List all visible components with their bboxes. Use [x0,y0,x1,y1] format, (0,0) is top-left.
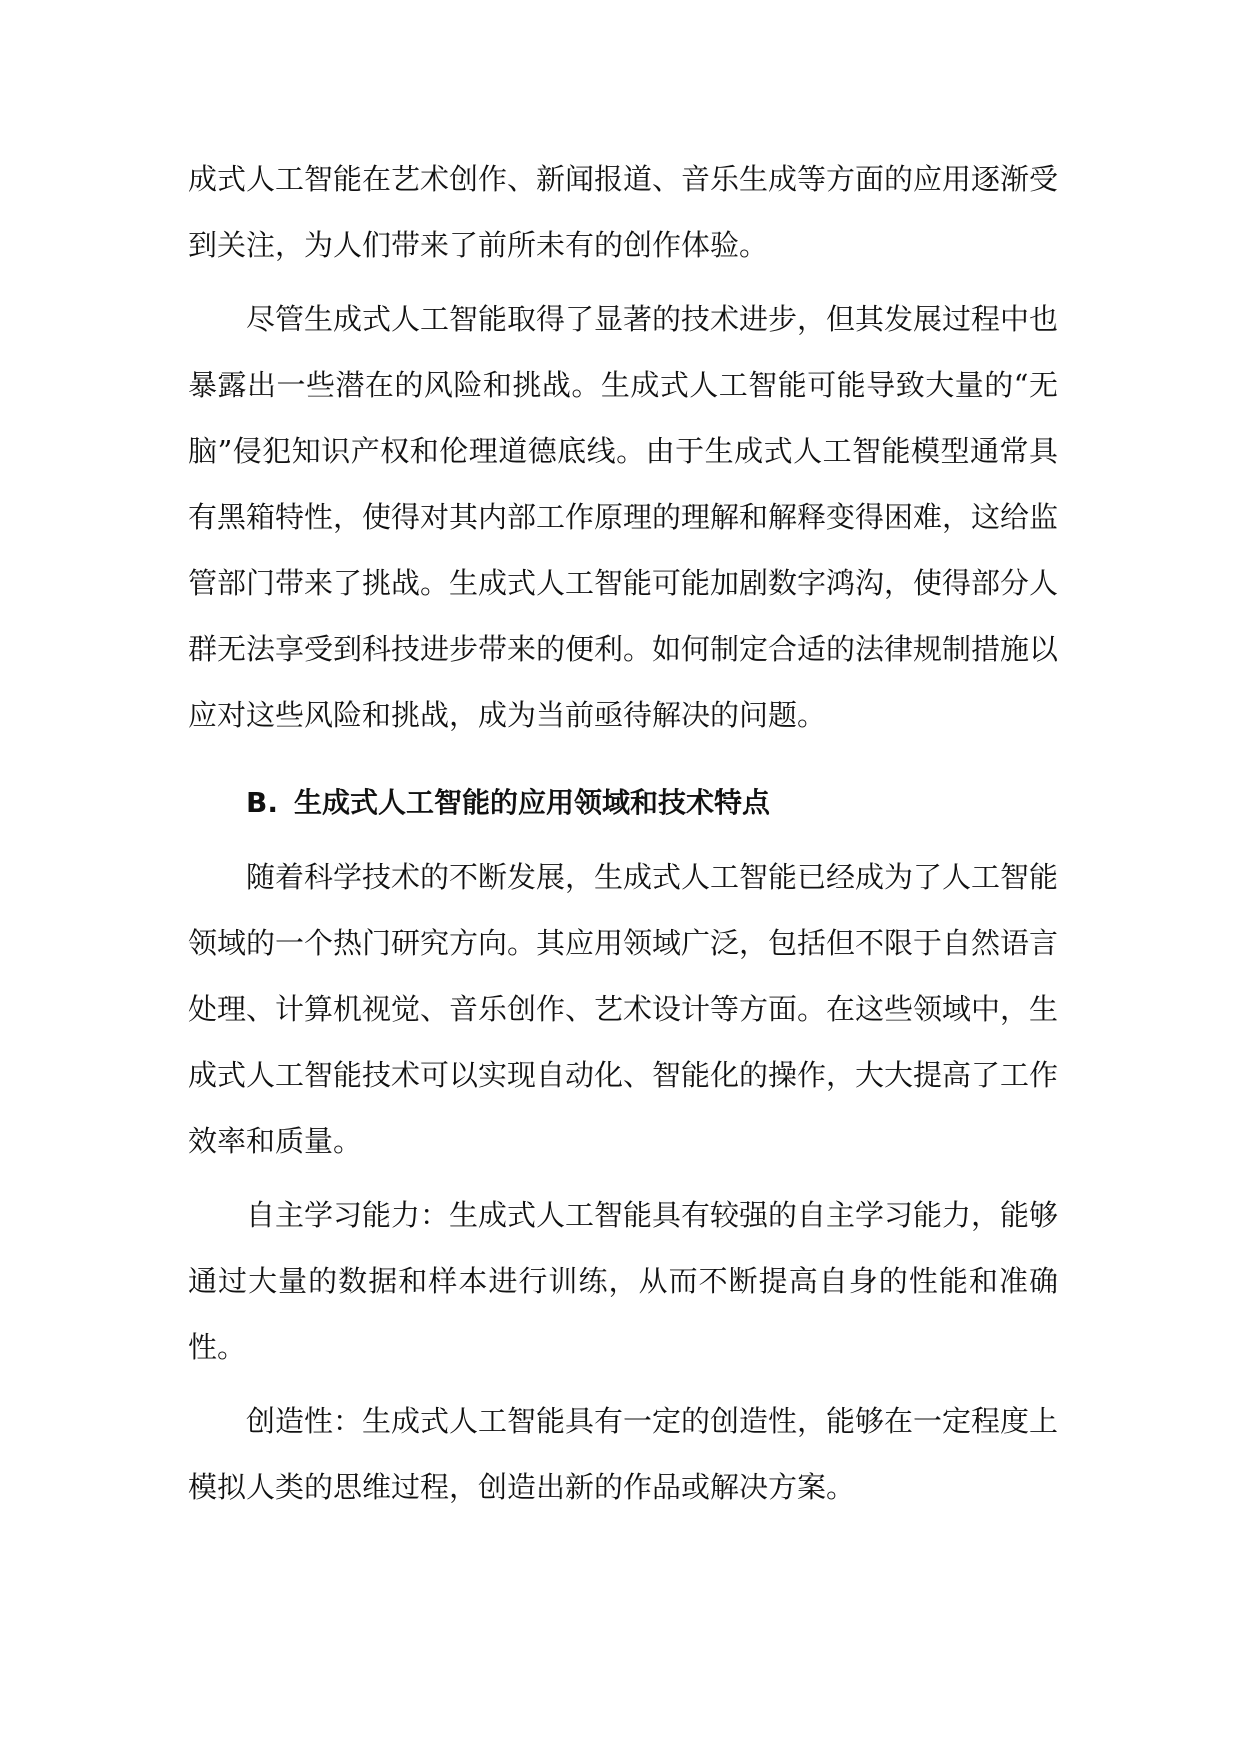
paragraph-continuation: 成式人工智能在艺术创作、新闻报道、音乐生成等方面的应用逐渐受到关注，为人们带来了前所未有的创作体验。 [188,162,1059,262]
paragraph-self-learning: 自主学习能力：生成式人工智能具有较强的自主学习能力，能够通过大量的数据和样本进行训练，从而不断提高自身的性能和准确性。 [188,1198,1059,1364]
document-body [188,146,1058,1520]
section-heading [188,770,1058,836]
paragraph-applications: 随着科学技术的不断发展，生成式人工智能已经成为了人工智能领域的一个热门研究方向。其应用领域广泛，包括但不限于自然语言处理、计算机视觉、音乐创作、艺术设计等方面。在这些领域中，生成式人工智能技术可以实现自动化、智能化的操作，大大提高了工作效率和质量。 [188,860,1059,1158]
section-number: B. [246,786,278,819]
paragraph-risks: 尽管生成式人工智能取得了显著的技术进步，但其发展过程中也暴露出一些潜在的风险和挑战。生成式人工智能可能导致大量的“无脑”侵犯知识产权和伦理道德底线。由于生成式人工智能模型通常具有黑箱特性，使得对其内部工作原理的理解和解释变得困难，这给监管部门带来了挑战。生成式人工智能可能加剧数字鸿沟，使得部分人群无法享受到科技进步带来的便利。如何制定合适的法律规制措施以应对这些风险和挑战，成为当前亟待解决的问题。 [188,302,1059,732]
section-title: 生成式人工智能的应用领域和技术特点 [293,786,770,819]
paragraph-creativity: 创造性：生成式人工智能具有一定的创造性，能够在一定程度上模拟人类的思维过程，创造出新的作品或解决方案。 [188,1404,1059,1504]
